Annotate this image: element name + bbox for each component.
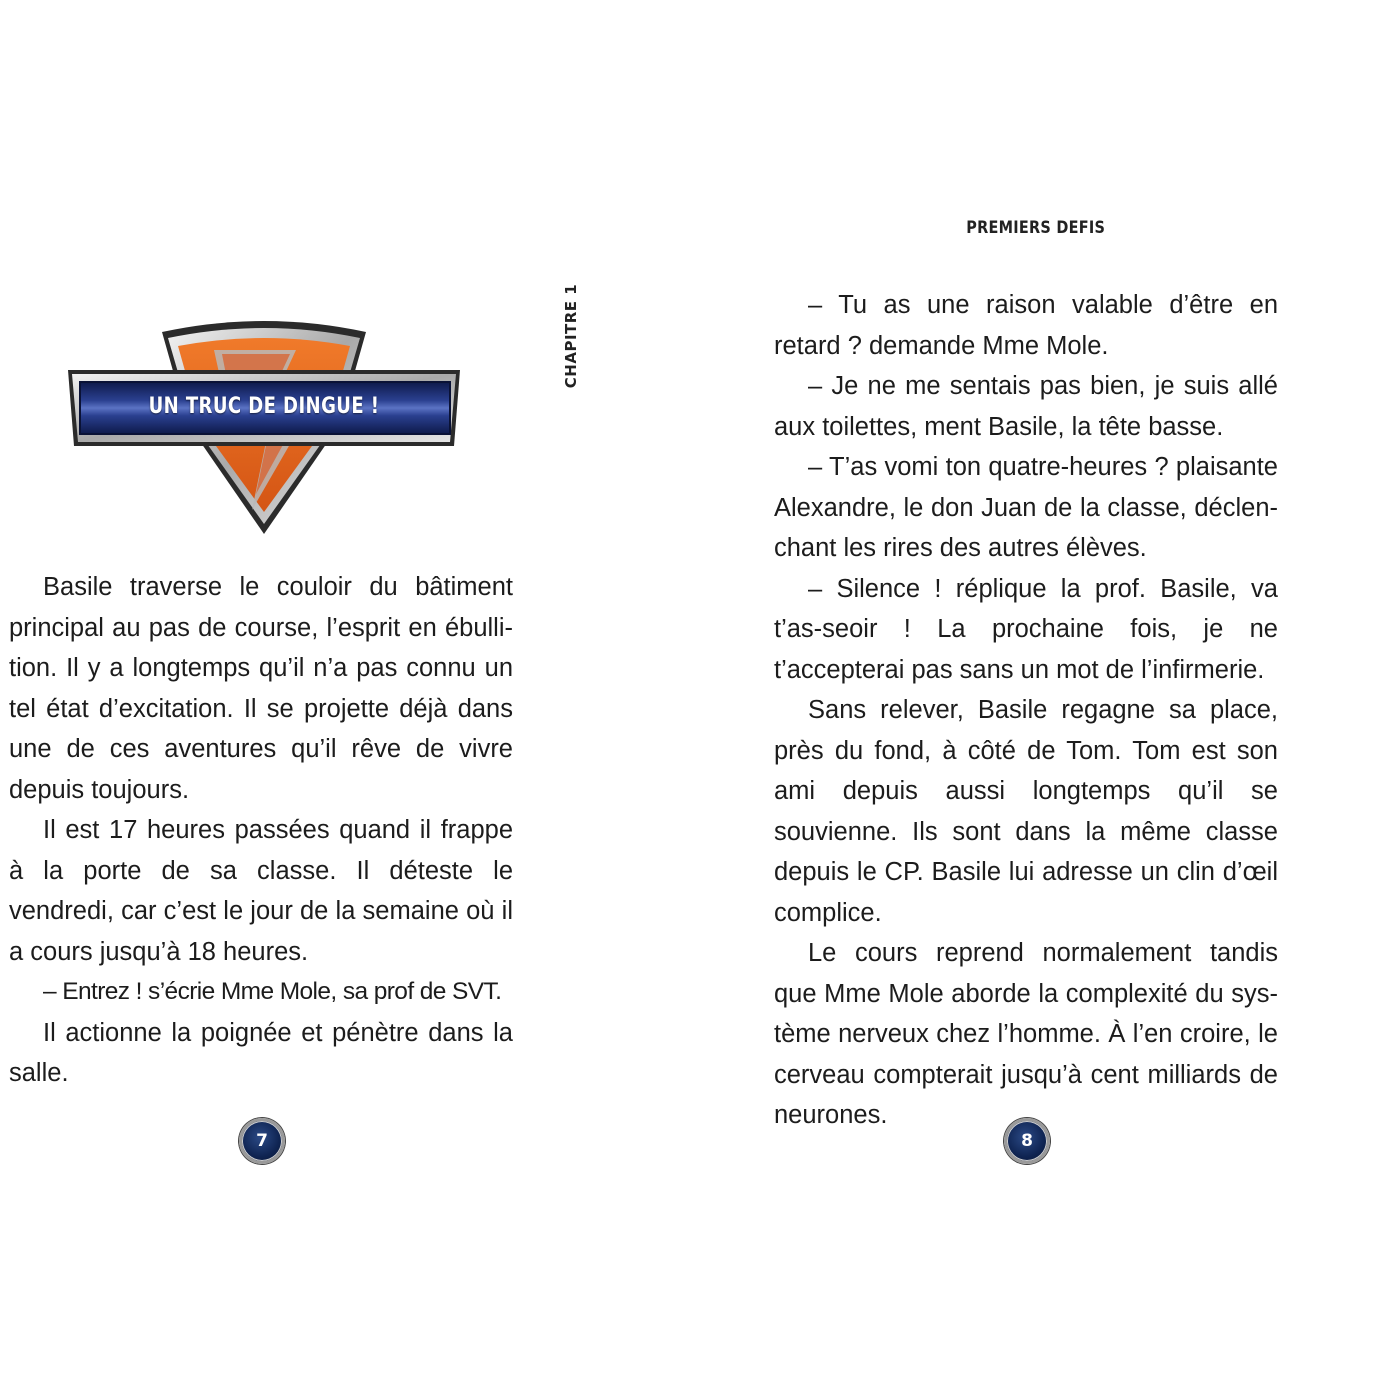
page-number: 7	[239, 1118, 285, 1164]
paragraph: Il actionne la poignée et pénètre dans la salle.	[9, 1018, 513, 1087]
paragraph: Sans relever, Basile regagne sa place, près du fond, à côté de Tom. Tom est son ami depuis aussi longtemps qu’il se souvienne. Ils sont dans la même classe depuis le CP. Basile lui adresse un clin d’œil complice.	[774, 696, 1278, 927]
paragraph: Basile traverse le couloir du bâtiment principal au pas de course, l’esprit en ébulli-tion. Il y a longtemps qu’il n’a pas connu un tel état d’excitation. Il se projette déjà dans une de ces aventures qu’il rêve de vivre depuis toujours.	[9, 573, 513, 804]
paragraph: Le cours reprend normalement tandis que Mme Mole aborde la complexité du sys-tème nerveux chez l’homme. À l’en croire, le cerveau compterait jusqu’à cent milliards de neurones.	[774, 939, 1278, 1129]
right-page	[690, 0, 1381, 1381]
paragraph: Il est 17 heures passées quand il frappe à la porte de sa classe. Il déteste le vendredi, car c’est le jour de la semaine où il a cours jusqu’à 18 heures.	[9, 816, 513, 966]
page-number: 8	[1004, 1118, 1050, 1164]
chapter-title: UN TRUC DE DINGUE !	[148, 394, 380, 419]
left-page	[0, 0, 690, 1381]
paragraph: – Je ne me sentais pas bien, je suis allé aux toilettes, ment Basile, la tête basse.	[774, 372, 1278, 441]
body-text-right	[774, 285, 1278, 1136]
chapter-label: CHAPITRE 1	[562, 283, 580, 389]
paragraph: – Silence ! réplique la prof. Basile, va t’as-seoir ! La prochaine fois, je ne t’accepterai pas sans un mot de l’infirmerie.	[774, 574, 1278, 684]
paragraph: – Entrez ! s’écrie Mme Mole, sa prof de SVT.	[43, 978, 502, 1005]
paragraph: – Tu as une raison valable d’être en retard ? demande Mme Mole.	[774, 291, 1278, 360]
paragraph: – T’as vomi ton quatre-heures ? plaisante Alexandre, le don Juan de la classe, déclen-chant les rires des autres élèves.	[774, 453, 1278, 562]
running-head-text: PREMIERS DEFIS	[966, 218, 1105, 238]
running-head	[690, 218, 1381, 238]
body-text-left	[9, 567, 513, 1094]
